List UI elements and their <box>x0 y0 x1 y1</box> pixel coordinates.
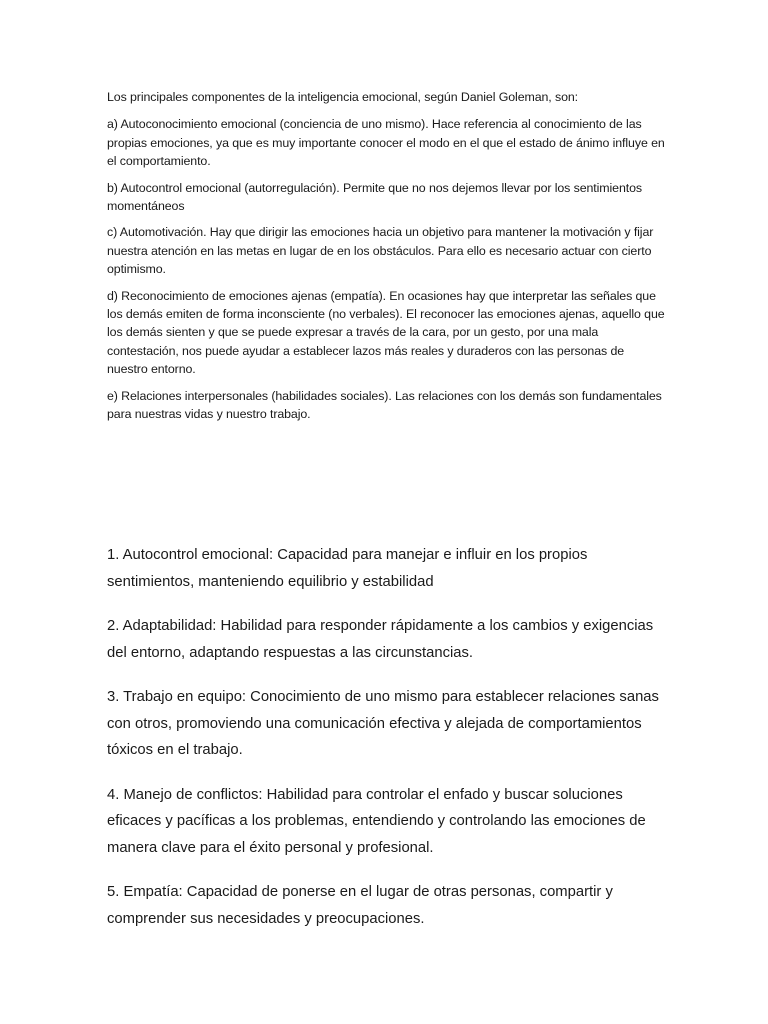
numbered-item-5: 5. Empatía: Capacidad de ponerse en el lugar de otras personas, compartir y comprender sus necesidades y preocupaciones. <box>107 884 613 927</box>
component-paragraph-d: d) Reconocimiento de emociones ajenas (empatía). En ocasiones hay que interpretar las señales que los demás emiten de forma inconsciente (no verbales). El reconocer las emociones ajenas, aquello que los demás sienten y que se puede expresar a través de la cara, por un gesto, por una mala contestación, nos puede ayudar a establecer lazos más reales y duraderos con las personas de nuestro entorno. <box>107 288 665 377</box>
intro-paragraph: Los principales componentes de la inteligencia emocional, según Daniel Goleman, son: <box>107 90 578 104</box>
numbered-item-3: 3. Trabajo en equipo: Conocimiento de uno mismo para establecer relaciones sanas con otros, promoviendo una comunicación efectiva y alejada de comportamientos tóxicos en el trabajo. <box>107 689 659 758</box>
numbered-item-2: 2. Adaptabilidad: Habilidad para responder rápidamente a los cambios y exigencias del entorno, adaptando respuestas a las circunstancias. <box>107 618 654 661</box>
component-paragraph-e: e) Relaciones interpersonales (habilidades sociales). Las relaciones con los demás son fundamentales para nuestras vidas y nuestro trabajo. <box>107 388 662 422</box>
numbered-item-4: 4. Manejo de conflictos: Habilidad para controlar el enfado y buscar soluciones eficaces y pacíficas a los problemas, entendiendo y controlando las emociones de manera clave para el éxito personal y profesional. <box>107 786 646 856</box>
numbered-list-section <box>107 542 672 950</box>
component-paragraph-a: a) Autoconocimiento emocional (conciencia de uno mismo). Hace referencia al conocimiento de las propias emociones, ya que es muy importante conocer el modo en el que el estado de ánimo influye en el comportamiento. <box>107 117 665 169</box>
goleman-components-section <box>107 88 667 432</box>
component-paragraph-c: c) Automotivación. Hay que dirigir las emociones hacia un objetivo para mantener la motivación y fijar nuestra atención en las metas en lugar de en los obstáculos. Para ello es necesario actuar con cierto optimismo. <box>107 225 654 277</box>
component-paragraph-b: b) Autocontrol emocional (autorregulación). Permite que no nos dejemos llevar por los sentimientos momentáneos <box>107 180 642 214</box>
numbered-item-1: 1. Autocontrol emocional: Capacidad para manejar e influir en los propios sentimientos, manteniendo equilibrio y estabilidad <box>107 547 588 590</box>
